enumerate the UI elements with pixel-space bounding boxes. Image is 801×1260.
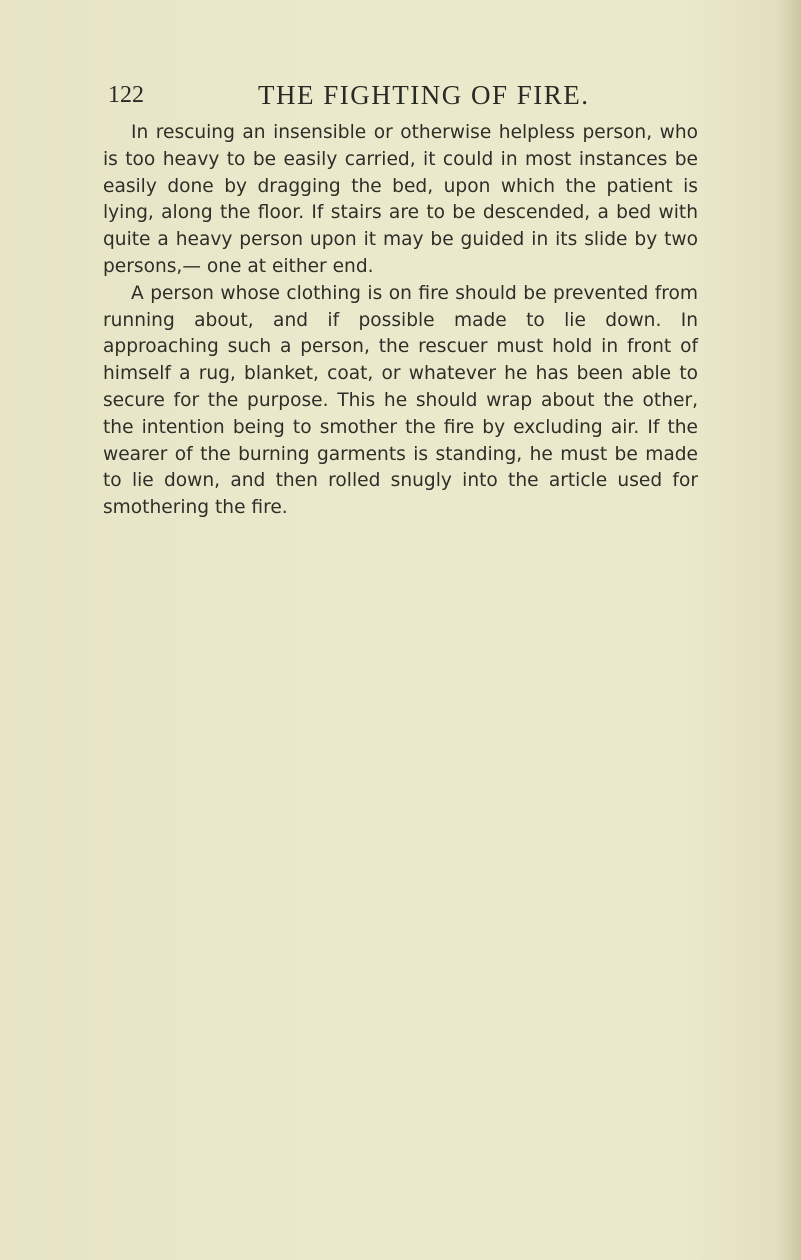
paragraph-clothing-fire: A person whose clothing is on fire should be prevented from running about, and if possible made to lie down. In approaching such a person, the rescuer must hold in front of himself a rug, blanket, coat, or whatever he has been able to secure for the purpose. This he should wrap about the other, the intention being to smother the fire by excluding air. If the wearer of the burning garments is standing, he must be made to lie down, and then rolled snugly into the article used for smothering the fire. xyxy=(103,282,698,519)
running-title: THE FIGHTING OF FIRE. xyxy=(258,80,590,110)
page-number: 122 xyxy=(108,82,144,108)
page-header xyxy=(108,80,708,116)
paragraph-rescue-bed: In rescuing an insensible or otherwise helpless person, who is too heavy to be easily carried, it could in most instances be easily done by dragging the bed, upon which the patient is lying, along the floor. If stairs are to be descended, a bed with quite a heavy person upon it may be guided in its slide by two persons,— one at either end. xyxy=(103,122,698,277)
body-text xyxy=(103,120,698,522)
